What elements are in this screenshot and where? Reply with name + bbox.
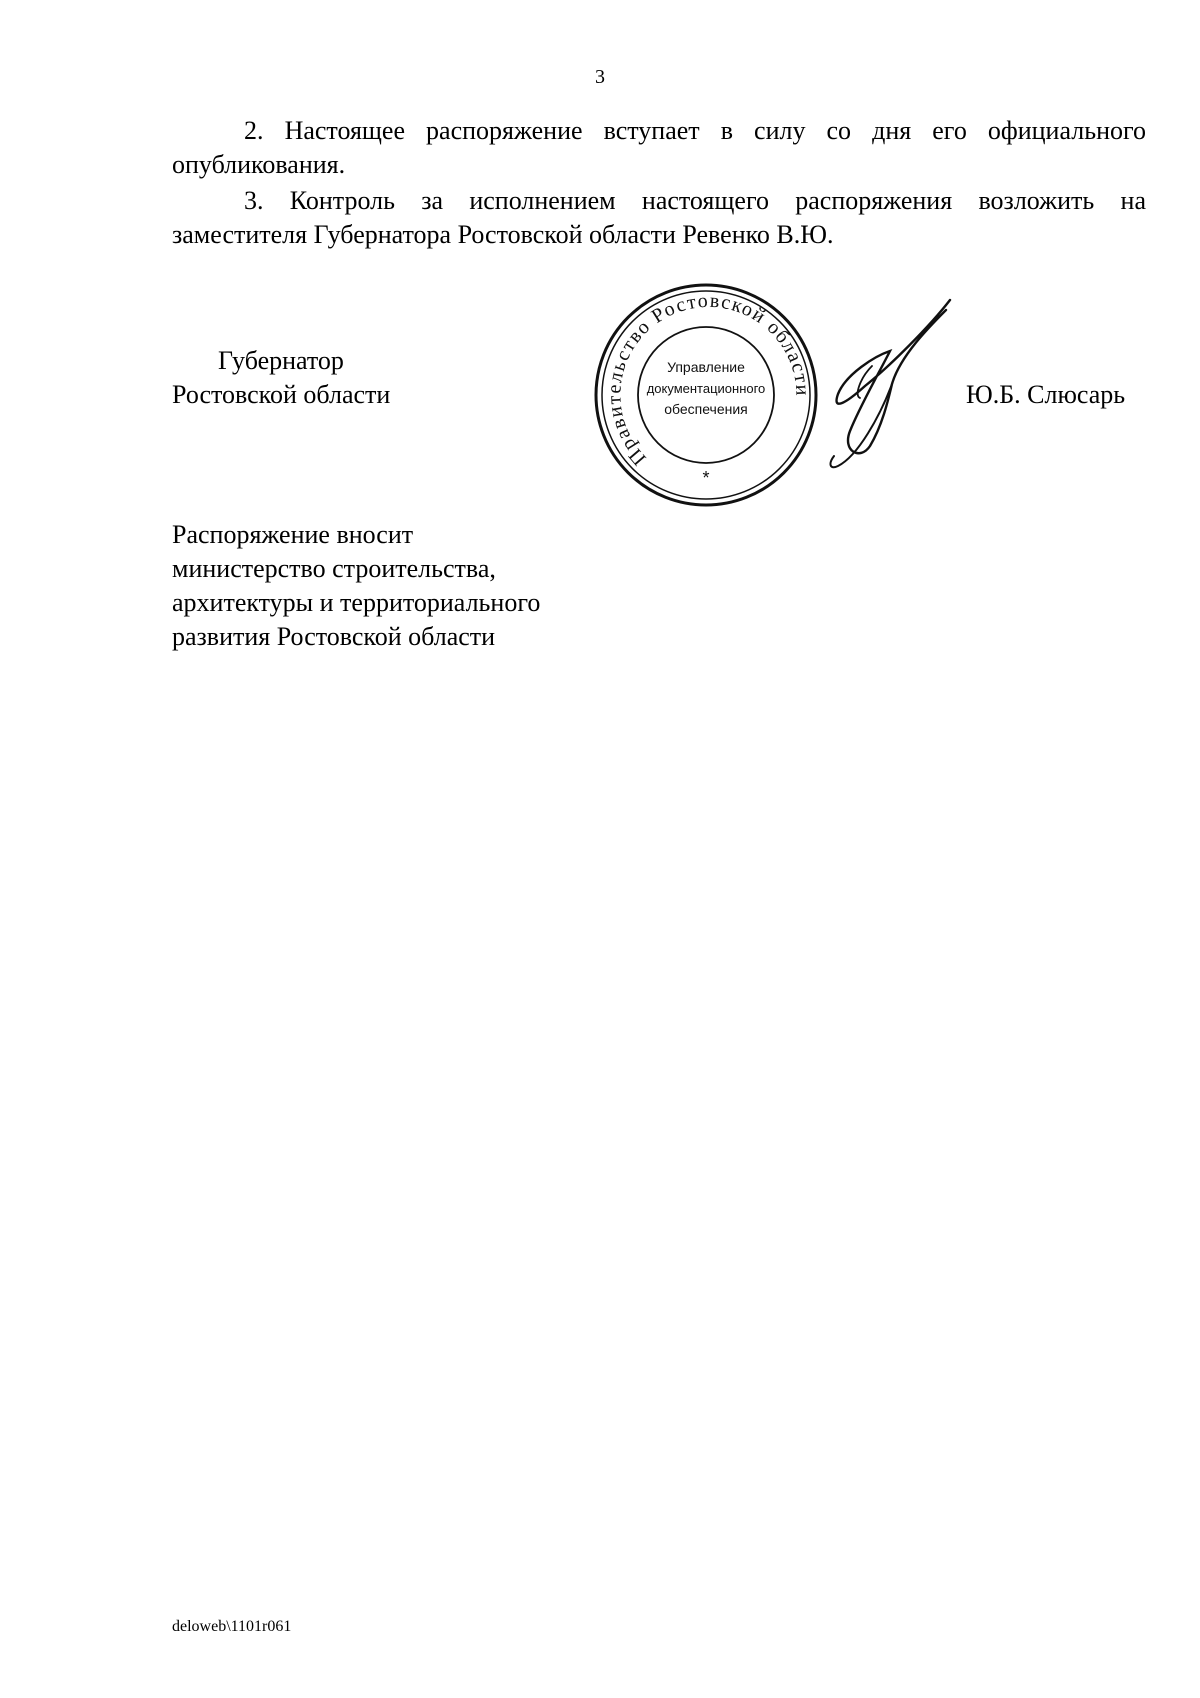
signatory-name: Ю.Б. Слюсарь xyxy=(966,380,1126,409)
submitter-line-1: Распоряжение вносит xyxy=(172,520,414,549)
submitter-line-2: министерство строительства, xyxy=(172,554,496,583)
submitter-line-4: развития Ростовской области xyxy=(172,622,496,651)
paragraph-2-text: Настоящее распоряжение вступает в силу со дня его официального опубликования. xyxy=(172,116,1146,179)
stamp-inner-line-3: обеспечения xyxy=(664,401,748,417)
official-stamp xyxy=(591,280,821,510)
signatory-title-line2: Ростовской области xyxy=(172,380,391,409)
submitter-line-3: архитектуры и территориального xyxy=(172,588,541,617)
paragraph-3-number: 3. xyxy=(244,186,264,215)
page-number: 3 xyxy=(595,66,605,88)
submitter-note xyxy=(172,518,540,654)
paragraph-3-text: Контроль за исполнением настоящего распоряжения возложить на заместителя Губернатора Ростовской области Ревенко В.Ю. xyxy=(172,186,1146,249)
signature-stroke-tail xyxy=(831,384,892,467)
paragraph-3 xyxy=(172,184,1146,252)
signature-stroke-main xyxy=(837,300,950,453)
footer-reference: deloweb\1101r061 xyxy=(172,1618,292,1635)
stamp-inner-line-2: документационного xyxy=(646,381,766,396)
stamp-star: * xyxy=(702,468,710,488)
stamp-inner-line-1: Управление xyxy=(667,359,745,375)
paragraph-2 xyxy=(172,114,1146,182)
paragraph-2-number: 2. xyxy=(244,116,264,145)
signatory-title-line1: Губернатор xyxy=(218,346,344,375)
handwritten-signature xyxy=(820,296,960,476)
stamp-outer-text: Правительство Ростовской области xyxy=(603,289,814,470)
